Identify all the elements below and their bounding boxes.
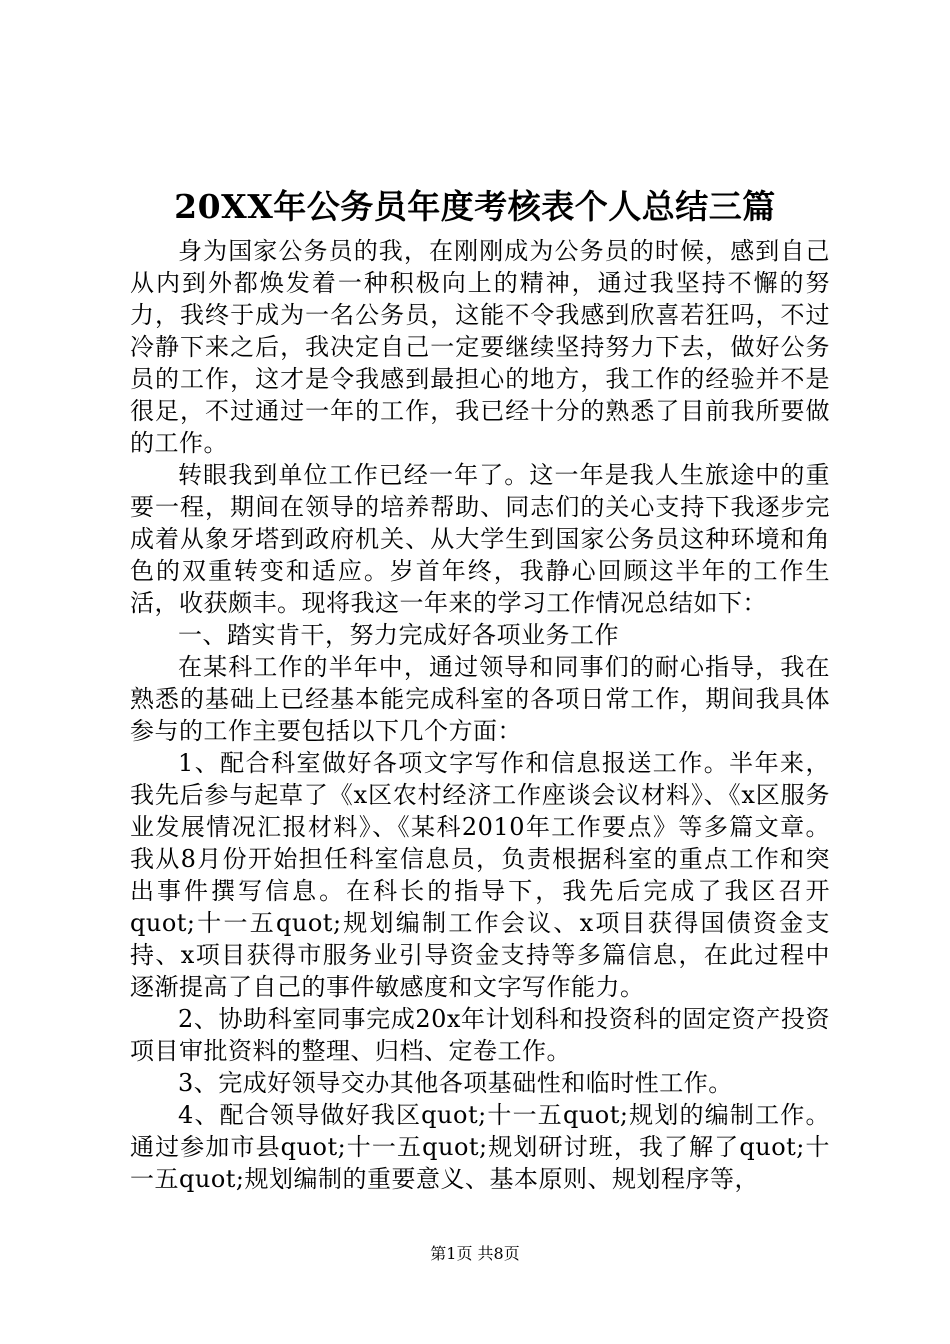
document-title: 20XX年公务员年度考核表个人总结三篇: [174, 187, 776, 226]
paragraph-item-3: 3、完成好领导交办其他各项基础性和临时性工作。: [178, 1069, 733, 1097]
document-body: [130, 235, 830, 1195]
paragraph-item-1: 1、配合科室做好各项文字写作和信息报送工作。半年来，我先后参与起草了《x区农村经济工作座谈会议材料》、《x区服务业发展情况汇报材料》、《某科2010年工作要点》等多篇文章。我从8月份开始担任科室信息员，负责根据科室的重点工作和突出事件撰写信息。在科长的指导下，我先后完成了我区召开quot;十一五quot;规划编制工作会议、x项目获得国债资金支持、x项目获得市服务业引导资金支持等多篇信息，在此过程中逐渐提高了自己的事件敏感度和文字写作能力。: [130, 749, 830, 1001]
paragraph-item-4: 4、配合领导做好我区quot;十一五quot;规划的编制工作。通过参加市县quot;十一五quot;规划研讨班，我了解了quot;十一五quot;规划编制的重要意义、基本原则、规划程序等，: [130, 1101, 830, 1193]
page-footer: 第1页 共8页: [430, 1244, 520, 1263]
paragraph-section-1-intro: 在某科工作的半年中，通过领导和同事们的耐心指导，我在熟悉的基础上已经基本能完成科室的各项日常工作，期间我具体参与的工作主要包括以下几个方面：: [130, 653, 830, 745]
paragraph-item-2: 2、协助科室同事完成20x年计划科和投资科的固定资产投资项目审批资料的整理、归档、定卷工作。: [130, 1005, 830, 1065]
paragraph-overview: 转眼我到单位工作已经一年了。这一年是我人生旅途中的重要一程，期间在领导的培养帮助、同志们的关心支持下我逐步完成着从象牙塔到政府机关、从大学生到国家公务员这种环境和角色的双重转变和适应。岁首年终，我静心回顾这半年的工作生活，收获颇丰。现将我这一年来的学习工作情况总结如下：: [130, 461, 830, 617]
paragraph-intro: 身为国家公务员的我，在刚刚成为公务员的时候，感到自己从内到外都焕发着一种积极向上的精神，通过我坚持不懈的努力，我终于成为一名公务员，这能不令我感到欣喜若狂吗，不过冷静下来之后，我决定自己一定要继续坚持努力下去，做好公务员的工作，这才是令我感到最担心的地方，我工作的经验并不是很足，不过通过一年的工作，我已经十分的熟悉了目前我所要做的工作。: [130, 237, 830, 457]
section-heading-1: 一、踏实肯干，努力完成好各项业务工作: [178, 621, 619, 649]
